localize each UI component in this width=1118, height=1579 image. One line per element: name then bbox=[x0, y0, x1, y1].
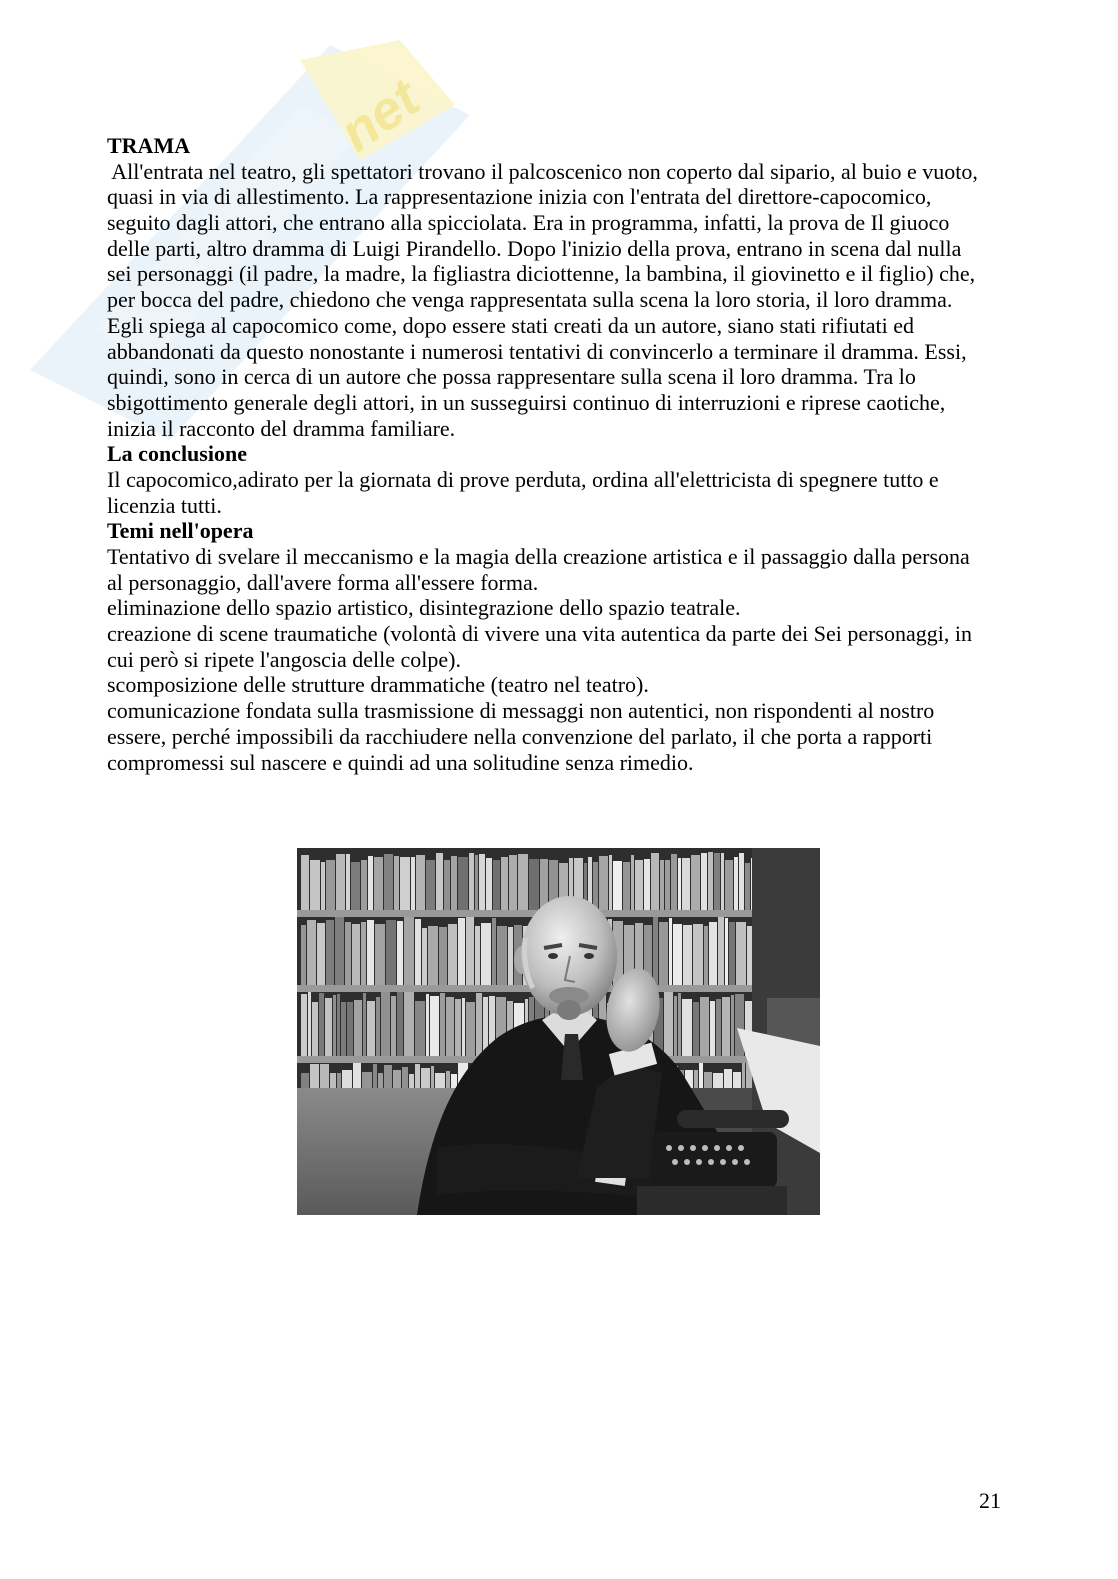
watermark-text: net bbox=[329, 67, 431, 164]
book-spine bbox=[384, 854, 393, 910]
body-line: per bocca del padre, chiedono che venga rappresentata sulla scena la loro storia, il loro dramma. bbox=[107, 287, 953, 313]
book-spine bbox=[693, 1002, 699, 1056]
book-spine bbox=[341, 1002, 346, 1056]
book-spine bbox=[529, 859, 539, 910]
book-spine bbox=[374, 857, 383, 910]
book-spine bbox=[409, 1074, 414, 1088]
shelf-plank bbox=[297, 910, 767, 917]
book-spine bbox=[342, 1070, 352, 1088]
body-line: inizia il racconto del dramma familiare. bbox=[107, 415, 456, 441]
book-spine bbox=[321, 862, 325, 910]
book-spine bbox=[683, 925, 692, 985]
book-spine bbox=[486, 858, 492, 910]
book-spine bbox=[312, 1002, 318, 1056]
book-spine bbox=[326, 920, 334, 985]
book-spine bbox=[415, 1001, 425, 1056]
book-spine bbox=[352, 924, 360, 985]
book-spine bbox=[693, 924, 703, 985]
book-spine bbox=[700, 997, 709, 1056]
book-spine bbox=[731, 995, 734, 1056]
book-spine bbox=[669, 918, 672, 985]
book-spine bbox=[351, 862, 360, 910]
book-spine bbox=[435, 1073, 445, 1088]
heading-conclusione: La conclusione bbox=[107, 441, 247, 467]
book-spine bbox=[404, 992, 414, 1056]
body-line: licenzia tutti. bbox=[107, 492, 222, 518]
book-spine bbox=[659, 922, 668, 985]
book-spine bbox=[462, 998, 465, 1056]
body-line: scomposizione delle strutture drammatiche (teatro nel teatro). bbox=[107, 672, 649, 698]
body-line: quindi, sono in cerca di un autore che possa rappresentare sulla scena il loro dramma. Tra lo bbox=[107, 364, 916, 390]
book-spine bbox=[631, 855, 634, 910]
book-spine bbox=[415, 1064, 420, 1088]
body-line: quasi in via di allestimento. La rappresentazione inizia con l'entrata del direttore-capocomico, bbox=[107, 184, 932, 210]
book-spine bbox=[735, 994, 744, 1056]
book-spine bbox=[729, 922, 735, 985]
book-spine bbox=[411, 857, 415, 910]
book-spine bbox=[330, 1073, 336, 1088]
book-spine bbox=[458, 857, 468, 910]
book-spine bbox=[682, 858, 690, 910]
book-spine bbox=[710, 1001, 715, 1056]
book-spine bbox=[421, 1068, 430, 1088]
book-spine bbox=[593, 862, 598, 910]
body-line: sbigottimento generale degli attori, in un susseguirsi continuo di interruzioni e riprese caotiche, bbox=[107, 389, 946, 415]
book-spine bbox=[722, 997, 730, 1056]
book-spine bbox=[673, 924, 682, 985]
book-spine bbox=[400, 857, 410, 910]
book-spine bbox=[345, 922, 351, 985]
book-spine bbox=[375, 924, 385, 985]
book-spine bbox=[446, 997, 454, 1056]
book-spine bbox=[458, 918, 465, 985]
book-spine bbox=[742, 1063, 745, 1088]
book-spine bbox=[466, 917, 474, 985]
book-spine bbox=[704, 1072, 712, 1088]
book-spine bbox=[335, 917, 344, 985]
book-spine bbox=[336, 854, 345, 910]
book-spine bbox=[475, 926, 480, 985]
book-spine bbox=[509, 855, 517, 910]
book-spine bbox=[476, 993, 482, 1056]
book-spine bbox=[653, 917, 658, 985]
book-spine bbox=[384, 1065, 392, 1088]
book-spine bbox=[353, 1063, 361, 1088]
book-spine bbox=[431, 1066, 434, 1088]
book-spine bbox=[451, 856, 457, 910]
book-spine bbox=[644, 859, 650, 910]
book-spine bbox=[346, 854, 350, 910]
book-spine bbox=[701, 853, 707, 910]
book-spine bbox=[448, 924, 457, 985]
book-spine bbox=[599, 856, 608, 910]
book-spine bbox=[609, 855, 612, 910]
book-spine bbox=[368, 856, 373, 910]
book-spine bbox=[709, 922, 717, 985]
book-spine bbox=[376, 997, 380, 1056]
body-line: essere, perché impossibili da racchiudere nella convenzione del parlato, il che porta a rapporti bbox=[107, 723, 933, 749]
book-spine bbox=[301, 994, 307, 1056]
book-spine bbox=[664, 992, 673, 1056]
book-spine bbox=[518, 854, 528, 910]
body-line: creazione di scene traumatiche (volontà di vivere una vita autentica da parte dei Sei personaggi, in bbox=[107, 621, 972, 647]
body-line: delle parti, altro dramma di Luigi Pirandello. Dopo l'inizio della prova, entrano in scena dal nulla bbox=[107, 235, 962, 261]
book-spine bbox=[397, 921, 403, 985]
book-spine bbox=[714, 853, 720, 910]
book-spine bbox=[428, 926, 438, 985]
book-spine bbox=[492, 918, 496, 985]
book-spine bbox=[479, 854, 485, 910]
book-spine bbox=[436, 853, 443, 910]
book-spine bbox=[301, 855, 309, 910]
body-line: seguito dagli attori, che entrano alla spicciolata. Era in programma, infatti, la prova de Il giuoco bbox=[107, 210, 950, 236]
book-spine bbox=[704, 926, 708, 985]
book-spine bbox=[725, 918, 728, 985]
body-line: All'entrata nel teatro, gli spettatori trovano il palcoscenico non coperto dal sipario, al buio e vuoto, bbox=[107, 158, 978, 184]
body-line: comunicazione fondata sulla trasmissione di messaggi non autentici, non rispondenti al nostro bbox=[107, 698, 935, 724]
book-spine bbox=[682, 999, 692, 1056]
book-spine bbox=[404, 917, 414, 985]
body-line: Egli spiega al capocomico come, dopo essere stati creati da un autore, siano stati rifiutati ed bbox=[107, 312, 914, 338]
author-photo bbox=[297, 848, 820, 1215]
book-spine bbox=[381, 992, 390, 1056]
book-spine bbox=[718, 917, 724, 985]
document-body bbox=[107, 133, 978, 775]
body-line: cui però si ripete l'angoscia delle colpe). bbox=[107, 646, 461, 672]
book-spine bbox=[439, 927, 447, 985]
book-spine bbox=[444, 860, 450, 910]
book-spine bbox=[451, 1074, 457, 1088]
book-spine bbox=[694, 1070, 698, 1088]
book-spine bbox=[367, 920, 374, 985]
book-spine bbox=[635, 860, 643, 910]
book-spine bbox=[540, 859, 548, 910]
book-spine bbox=[678, 858, 681, 910]
book-spine bbox=[708, 852, 713, 910]
book-spine bbox=[325, 998, 332, 1056]
book-spine bbox=[678, 993, 681, 1056]
book-spine bbox=[497, 926, 507, 985]
book-spine bbox=[402, 1067, 408, 1088]
book-spine bbox=[493, 860, 500, 910]
book-spine bbox=[422, 928, 427, 985]
book-spine bbox=[367, 1001, 375, 1056]
book-spine bbox=[301, 1073, 309, 1088]
book-spine bbox=[475, 855, 478, 910]
book-spine bbox=[326, 860, 335, 910]
book-spine bbox=[362, 1072, 372, 1088]
book-spine bbox=[734, 857, 738, 910]
book-spine bbox=[671, 854, 677, 910]
book-spine bbox=[416, 855, 425, 910]
book-spine bbox=[469, 853, 474, 910]
book-spine bbox=[378, 1073, 383, 1088]
heading-temi: Temi nell'opera bbox=[107, 518, 254, 544]
book-spine bbox=[347, 1002, 353, 1056]
book-spine bbox=[691, 855, 700, 910]
book-spine bbox=[361, 922, 366, 985]
book-spine bbox=[308, 992, 311, 1056]
book-spine bbox=[310, 1064, 319, 1088]
body-line: sei personaggi (il padre, la madre, la figliastra diciottenne, la bambina, il giovinetto e il figlio) che, bbox=[107, 261, 976, 287]
author-photo-image bbox=[297, 848, 820, 1215]
book-spine bbox=[466, 1002, 475, 1056]
book-spine bbox=[361, 860, 367, 910]
book-spine bbox=[725, 860, 733, 910]
book-spine bbox=[613, 861, 622, 910]
book-spine bbox=[665, 860, 670, 910]
book-spine bbox=[716, 999, 721, 1056]
book-spine bbox=[363, 993, 366, 1056]
book-spine bbox=[319, 993, 324, 1056]
page-number: 21 bbox=[979, 1488, 1001, 1513]
book-spine bbox=[440, 993, 445, 1056]
book-spine bbox=[393, 1070, 401, 1088]
book-spine bbox=[733, 1072, 741, 1088]
body-line: Il capocomico,adirato per la giornata di prove perduta, ordina all'elettricista di spegnere tutto e bbox=[107, 466, 939, 492]
book-spine bbox=[623, 862, 630, 910]
body-line: abbandonati da questo nonostante i numerosi tentativi di convincerlo a terminare il dramma. Essi, bbox=[107, 338, 967, 364]
book-spine bbox=[481, 923, 491, 985]
book-spine bbox=[307, 920, 316, 985]
book-spine bbox=[310, 860, 320, 910]
book-spine bbox=[721, 853, 724, 910]
book-spine bbox=[508, 927, 513, 985]
book-spine bbox=[337, 994, 340, 1056]
book-spine bbox=[501, 857, 508, 910]
book-spine bbox=[320, 1064, 329, 1088]
book-spine bbox=[337, 1073, 341, 1088]
book-spine bbox=[446, 1071, 450, 1088]
heading-trama: TRAMA bbox=[107, 133, 191, 158]
book-spine bbox=[651, 853, 659, 910]
book-spine bbox=[674, 996, 677, 1056]
body-line: Tentativo di svelare il meccanismo e la magia della creazione artistica e il passaggio dalla persona bbox=[107, 544, 970, 569]
book-spine bbox=[699, 1063, 703, 1088]
book-spine bbox=[354, 1000, 362, 1056]
book-spine bbox=[373, 1064, 377, 1088]
book-spine bbox=[713, 1073, 723, 1088]
body-line: al personaggio, dall'avere forma all'essere forma. bbox=[107, 569, 539, 595]
book-spine bbox=[455, 999, 461, 1056]
book-spine bbox=[301, 925, 306, 985]
book-spine bbox=[386, 920, 396, 985]
book-spine bbox=[426, 994, 429, 1056]
book-spine bbox=[430, 996, 439, 1056]
body-line: compromessi sul nascere e quindi ad una solitudine senza rimedio. bbox=[107, 749, 694, 775]
body-line: eliminazione dello spazio artistico, disintegrazione dello spazio teatrale. bbox=[107, 595, 741, 621]
book-spine bbox=[739, 853, 744, 910]
book-spine bbox=[426, 860, 435, 910]
book-spine bbox=[333, 995, 336, 1056]
book-spine bbox=[745, 863, 750, 910]
book-spine bbox=[391, 996, 396, 1056]
book-spine bbox=[394, 856, 399, 910]
book-spine bbox=[415, 919, 421, 985]
book-spine bbox=[724, 1069, 732, 1088]
book-spine bbox=[660, 860, 664, 910]
book-spine bbox=[736, 922, 746, 985]
book-spine bbox=[397, 992, 403, 1056]
book-spine bbox=[317, 923, 325, 985]
